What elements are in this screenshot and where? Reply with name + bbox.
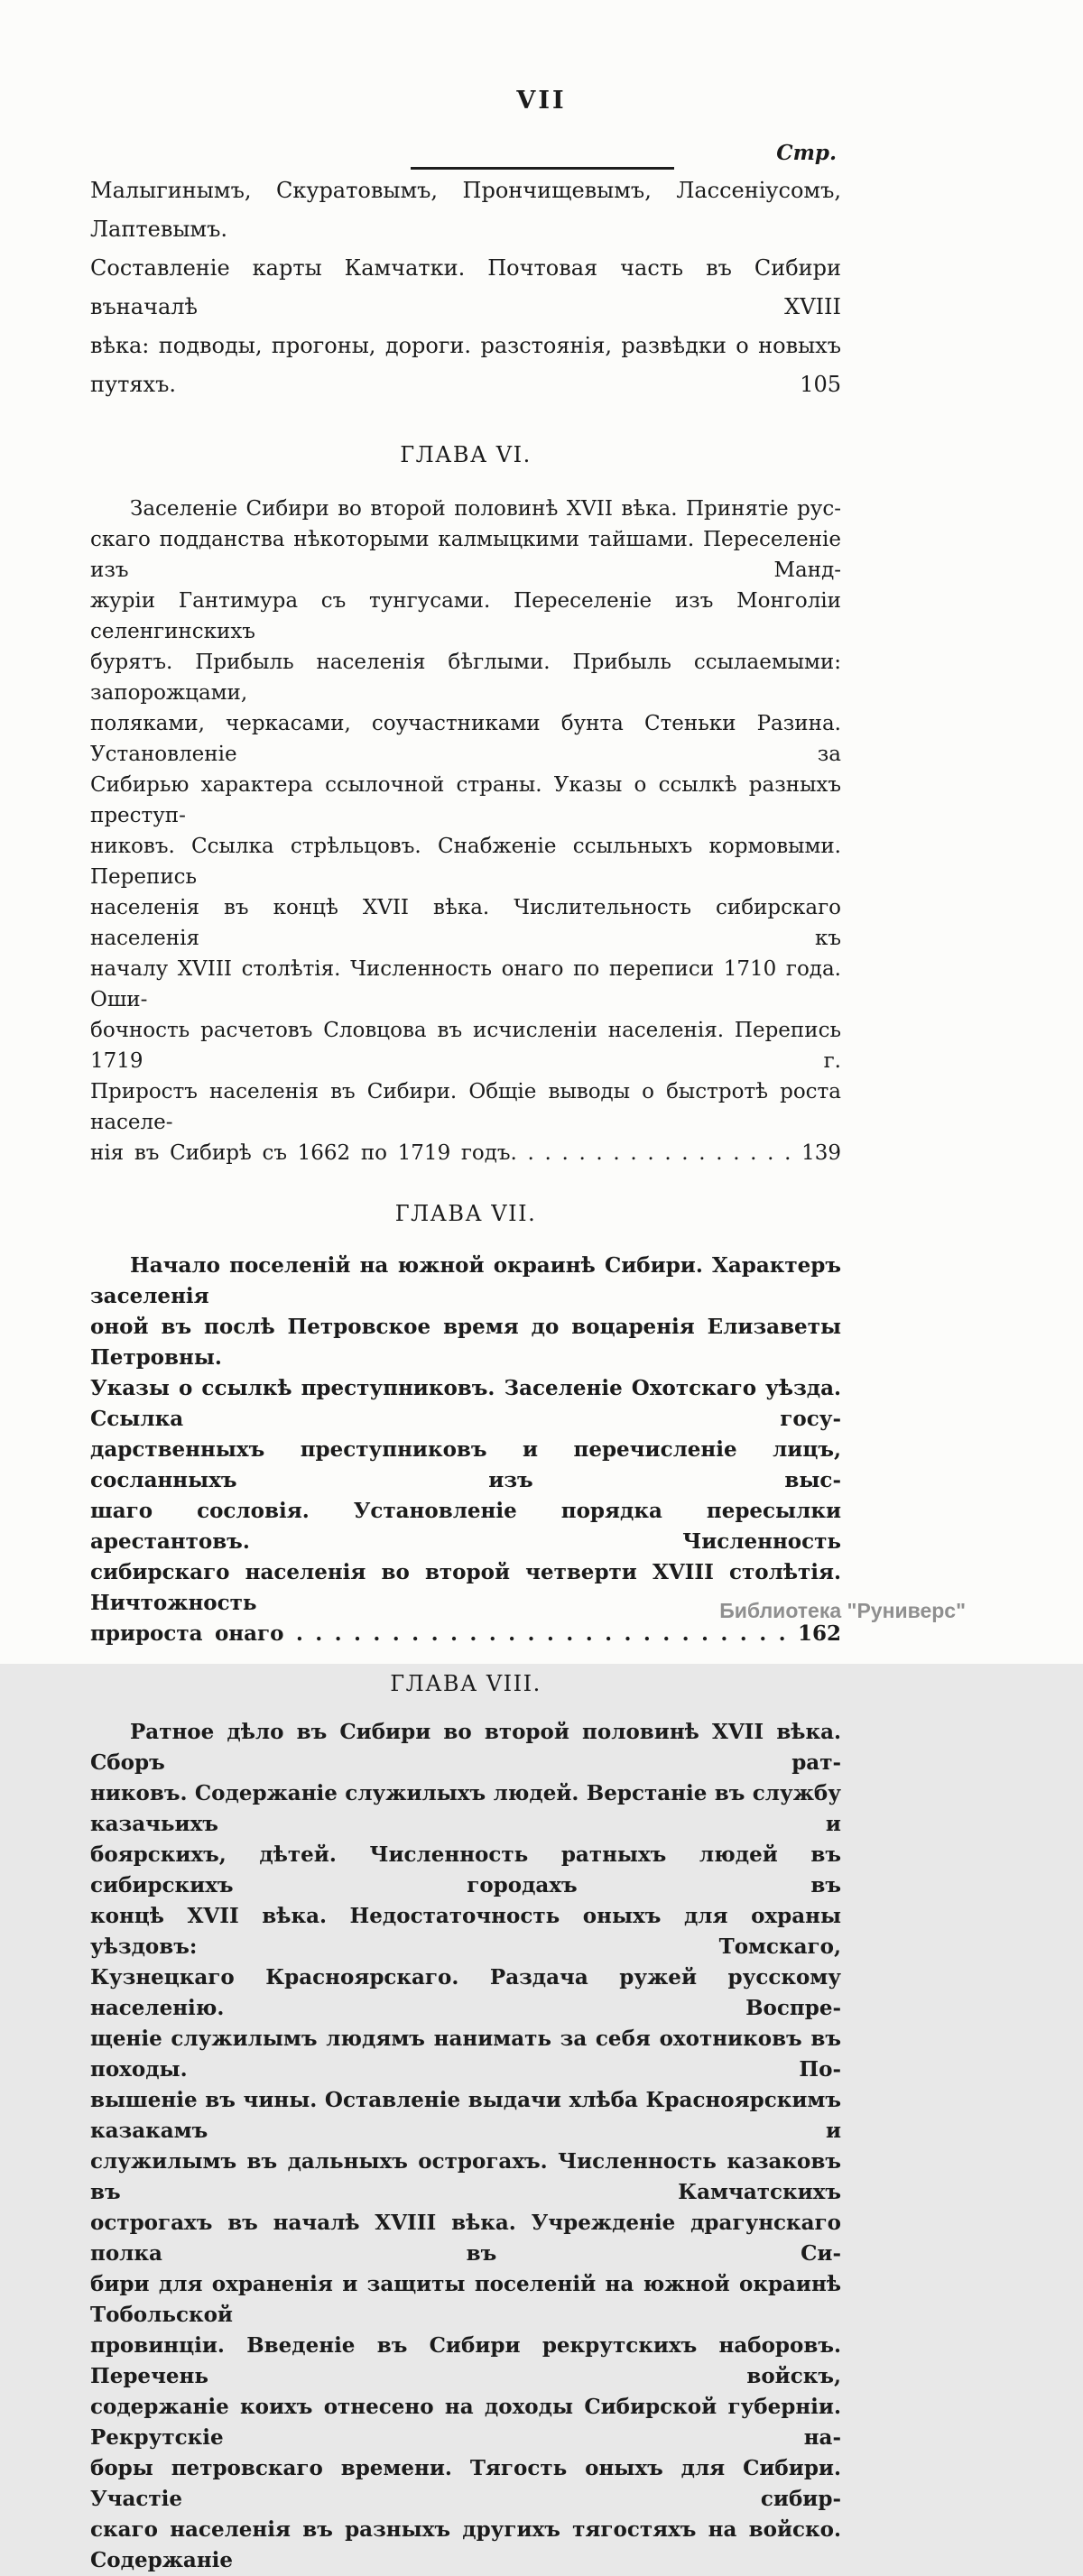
toc-line: Составленіе карты Камчатки. Почтовая часть въ Сибири въначалѣ XVIII <box>90 255 841 319</box>
toc-line: скаго населенія въ разныхъ другихъ тягостяхъ на войско. Содержаніе <box>90 2517 841 2572</box>
toc-line: сибирскаго населенія во второй четверти XVIII столѣтія. Ничтожность <box>90 1560 841 1615</box>
toc-line: бочность расчетовъ Словцова въ исчисленіи населенія. Перепись 1719 г. <box>90 1019 841 1073</box>
toc-line: Малыгинымъ, Скуратовымъ, Прончищевымъ, Лассеніусомъ, Лаптевымъ. <box>90 178 841 242</box>
toc-line: поляками, черкасами, соучастниками бунта Стеньки Разина. Установленіе за <box>90 712 841 766</box>
toc-line: Ратное дѣло въ Сибири во второй половинѣ XVII вѣка. Сборъ рат- <box>90 1720 841 1775</box>
toc-line: Кузнецкаго Красноярскаго. Раздача ружей русскому населенію. Воспре- <box>90 1965 841 2020</box>
toc-line: журіи Гантимура съ тунгусами. Переселеніе изъ Монголіи селенгинскихъ <box>90 589 841 643</box>
toc-line: Сибирью характера ссылочной страны. Указы о ссылкѣ разныхъ преступ- <box>90 773 841 827</box>
toc-line: вѣка: подводы, прогоны, дороги. разстоянія, развѣдки о новыхъ путяхъ. 105 <box>90 333 841 397</box>
library-watermark: Библиотека "Руниверс" <box>719 1599 966 1622</box>
toc-line: Приростъ населенія въ Сибири. Общіе выводы о быстротѣ роста населе- <box>90 1080 841 1134</box>
section-continuation <box>90 171 841 404</box>
toc-line: бурятъ. Прибыль населенія бѣглыми. Прибыль ссылаемыми: запорожцами, <box>90 651 841 705</box>
folio-divider-rule <box>411 167 674 170</box>
toc-line: оной въ послѣ Петровское время до воцаренія Елизаветы Петровны. <box>90 1315 841 1370</box>
toc-line: началу XVIII столѣтія. Численность онаго по переписи 1710 года. Оши- <box>90 957 841 1011</box>
chapter-heading: ГЛАВА VIII. <box>390 1671 542 1696</box>
table-of-contents <box>90 171 841 2576</box>
toc-line: Заселеніе Сибири во второй половинѣ XVII вѣка. Принятіе рус- <box>130 497 841 521</box>
toc-line: вышеніе въ чины. Оставленіе выдачи хлѣба Красноярскимъ казакамъ и <box>90 2088 841 2143</box>
section-chapter-7 <box>90 1199 841 1649</box>
section-chapter-6 <box>90 440 841 1168</box>
toc-line: бири для охраненія и защиты поселеній на южной окраинѣ Тобольской <box>90 2272 841 2327</box>
toc-line: Указы о ссылкѣ преступниковъ. Заселеніе Охотскаго уѣзда. Ссылка госу- <box>90 1376 841 1431</box>
toc-line: боры петровскаго времени. Тягость оныхъ для Сибири. Участіе сибир- <box>90 2456 841 2511</box>
toc-line: провинціи. Введеніе въ Сибири рекрутскихъ наборовъ. Перечень войскъ, <box>90 2333 841 2388</box>
toc-line: щеніе служилымъ людямъ нанимать за себя охотниковъ въ походы. По- <box>90 2027 841 2082</box>
toc-line: населенія въ концѣ XVII вѣка. Числительность сибирскаго населенія къ <box>90 896 841 950</box>
toc-line: прироста онаго . . . . . . . . . . . . . . . . . . . . . . . . . . 162 <box>90 1621 841 1646</box>
toc-line: боярскихъ, дѣтей. Численность ратныхъ людей въ сибирскихъ городахъ въ <box>90 1842 841 1897</box>
toc-line: содержаніе коихъ отнесено на доходы Сибирской губерніи. Рекрутскіе на- <box>90 2395 841 2450</box>
toc-line: концѣ XVII вѣка. Недостаточность оныхъ для охраны уѣздовъ: Томскаго, <box>90 1904 841 1959</box>
page-folio-number: VII <box>516 87 567 115</box>
toc-line: никовъ. Содержаніе служилыхъ людей. Верстаніе въ службу казачьихъ и <box>90 1781 841 1836</box>
toc-line: нія въ Сибирѣ съ 1662 по 1719 годъ. . . . . . . . . . . . . . . . . 139 <box>90 1141 841 1165</box>
page-column-label: Стр. <box>776 141 837 165</box>
toc-line: никовъ. Ссылка стрѣльцовъ. Снабженіе ссыльныхъ кормовыми. Перепись <box>90 835 841 889</box>
section-chapter-8 <box>90 1669 841 2576</box>
chapter-heading: ГЛАВА VII. <box>394 1201 537 1226</box>
toc-line: острогахъ въ началѣ XVIII вѣка. Учрежденіе драгунскаго полка въ Си- <box>90 2211 841 2266</box>
toc-line: шаго сословія. Установленіе порядка пересылки арестантовъ. Численность <box>90 1499 841 1554</box>
toc-line: скаго подданства нѣкоторыми калмыцкими тайшами. Переселеніе изъ Манд- <box>90 528 841 582</box>
toc-line: дарственныхъ преступниковъ и перечисленіе лицъ, сосланныхъ изъ выс- <box>90 1437 841 1492</box>
toc-line: служилымъ въ дальныхъ острогахъ. Численность казаковъ въ Камчатскихъ <box>90 2149 841 2204</box>
toc-line: Начало поселеній на южной окраинѣ Сибири. Характеръ заселенія <box>90 1253 841 1308</box>
chapter-heading: ГЛАВА VI. <box>400 442 532 467</box>
